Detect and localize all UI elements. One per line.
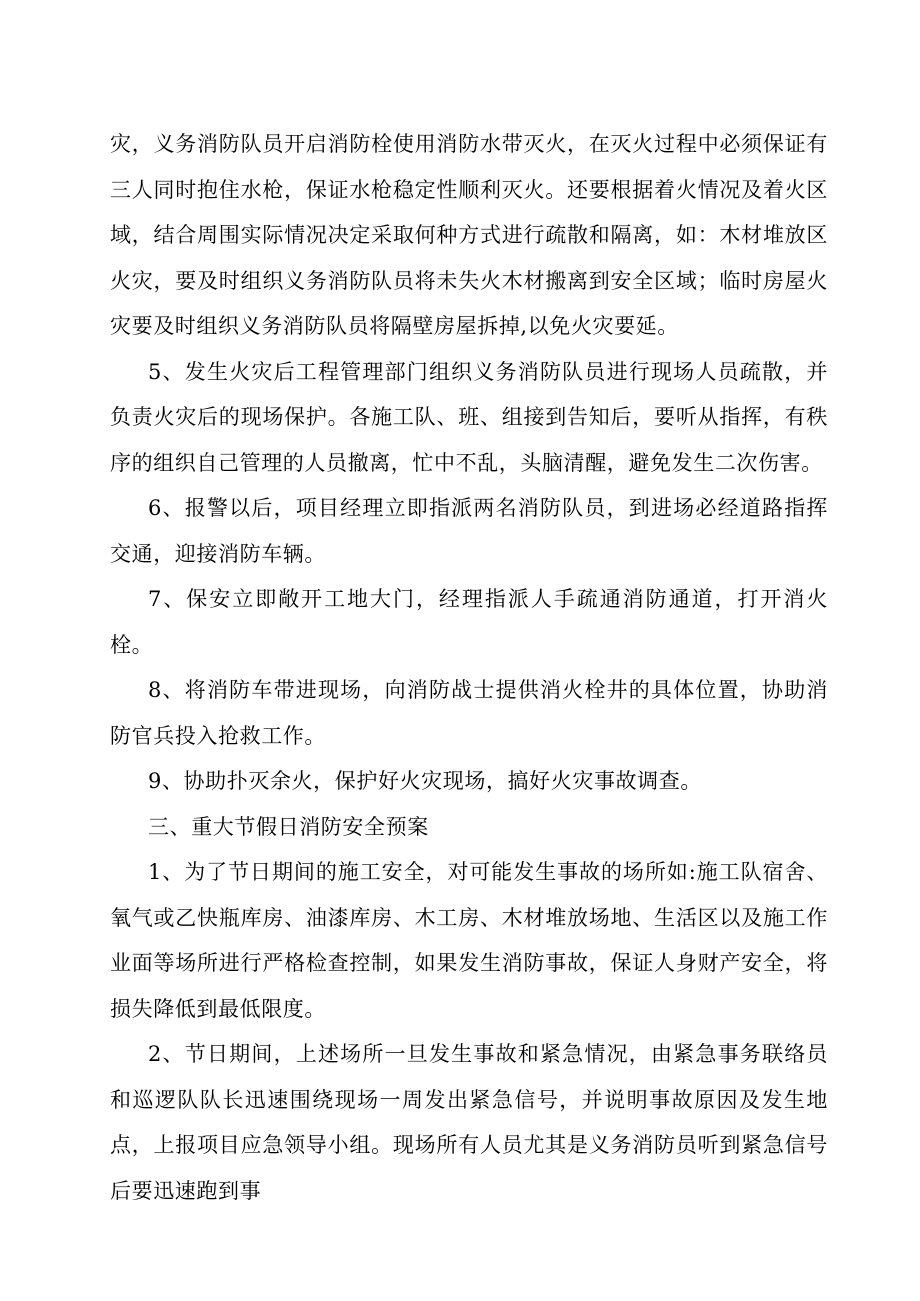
section-heading: 三、重大节假日消防安全预案 (148, 814, 429, 839)
paragraph-item-5: 5、发生火灾后工程管理部门组织义务消防队员进行现场人员疏散，并负责火灾后的现场保护。各施工队、班、组接到告知后，要听从指挥，有秩序的组织自己管理的人员撤离，忙中不乱，头脑清醒，避免发生二次伤害。 (110, 359, 828, 475)
paragraph-item-7: 7、保安立即敞开工地大门，经理指派人手疏通消防通道，打开消火栓。 (110, 587, 828, 657)
document-body (110, 122, 828, 1214)
paragraph-item-8: 8、将消防车带进现场，向消防战士提供消火栓井的具体位置，协助消防官兵投入抢救工作。 (110, 678, 828, 748)
paragraph-section-3-item-1: 1、为了节日期间的施工安全，对可能发生事故的场所如:施工队宿舍、氧气或乙快瓶库房、油漆库房、木工房、木材堆放场地、生活区以及施工作业面等场所进行严格检查控制，如果发生消防事故，保证人身财产安全，将损失降低到最低限度。 (110, 860, 828, 1021)
paragraph-item-9: 9、协助扑灭余火，保护好火灾现场，搞好火灾事故调查。 (148, 769, 702, 793)
paragraph-section-3-item-2: 2、节日期间，上述场所一旦发生事故和紧急情况，由紧急事务联络员和巡逻队队长迅速围绕现场一周发出紧急信号，并说明事故原因及发生地点，上报项目应急领导小组。现场所有人员尤其是义务消防员听到紧急信号后要迅速跑到事 (110, 1042, 828, 1203)
paragraph-item-6: 6、报警以后，项目经理立即指派两名消防队员，到进场必经道路指挥交通，迎接消防车辆。 (110, 496, 828, 566)
paragraph-continuation: 灾，义务消防队员开启消防栓使用消防水带灭火，在灭火过程中必须保证有三人同时抱住水枪，保证水枪稳定性顺利灭火。还要根据着火情况及着火区域，结合周围实际情况决定采取何种方式进行疏散和隔离，如：木材堆放区火灾，要及时组织义务消防队员将未失火木材搬离到安全区域；临时房屋火灾要及时组织义务消防队员将隔壁房屋拆掉,以免火灾要延。 (110, 132, 828, 338)
